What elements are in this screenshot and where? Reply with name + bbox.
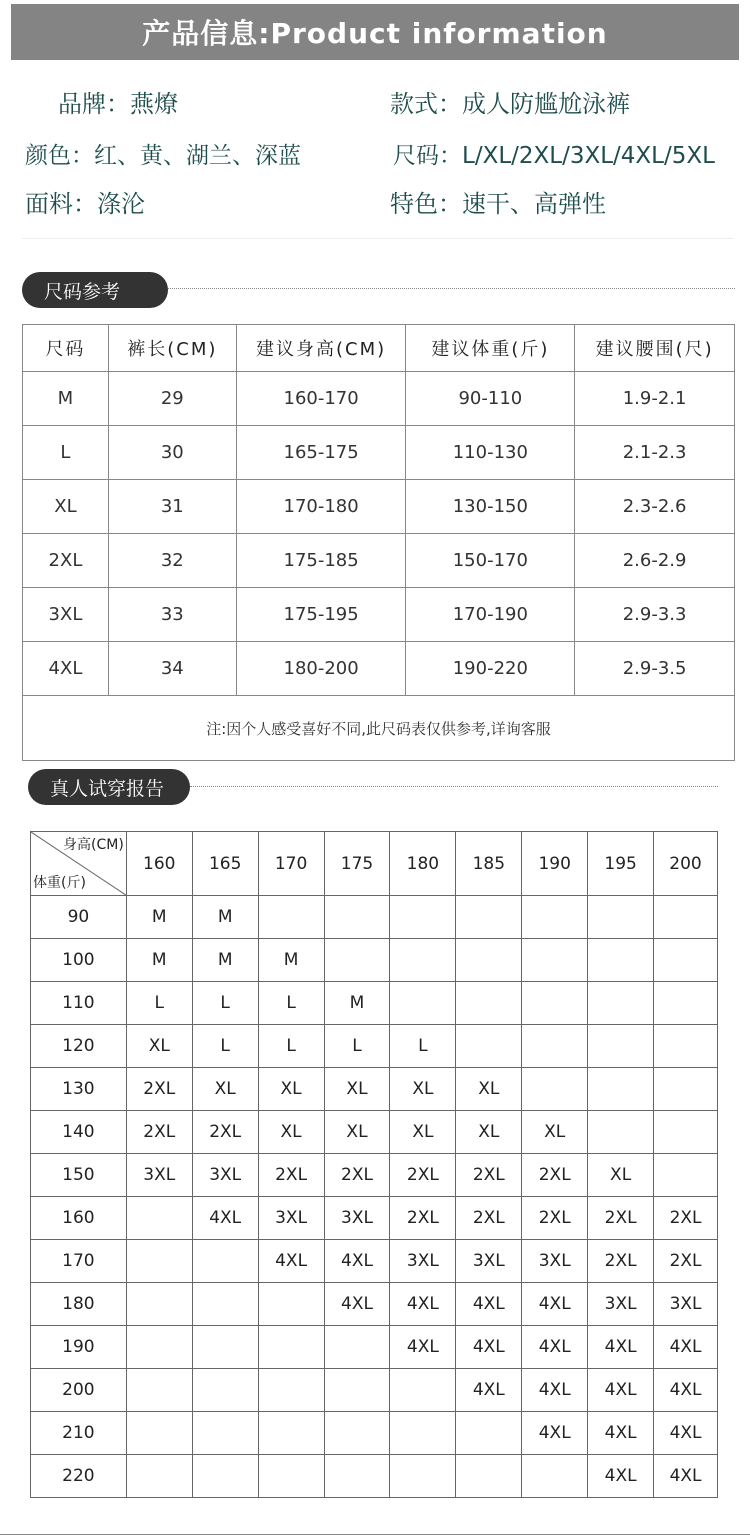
fit-table-height-header: 200 bbox=[654, 832, 718, 896]
fit-table-size-cell: 4XL bbox=[588, 1326, 654, 1369]
size-section-dotted-line bbox=[168, 288, 735, 289]
fit-table-size-cell: 4XL bbox=[522, 1283, 588, 1326]
size-table-cell: 90-110 bbox=[406, 372, 575, 426]
header-title-bar bbox=[11, 4, 739, 60]
fit-table-size-cell: 4XL bbox=[654, 1369, 718, 1412]
size-table-header-cell: 尺码 bbox=[23, 325, 109, 372]
fit-table-size-cell bbox=[588, 1025, 654, 1068]
fit-table-size-cell: L bbox=[390, 1025, 456, 1068]
fit-table-weight-cell: 220 bbox=[31, 1455, 127, 1498]
fit-table-size-cell: 3XL bbox=[258, 1197, 324, 1240]
fit-table-size-cell bbox=[192, 1326, 258, 1369]
size-table-header-cell: 建议腰围(尺) bbox=[575, 325, 735, 372]
fit-table-size-cell: L bbox=[192, 982, 258, 1025]
fit-table-size-cell: XL bbox=[456, 1068, 522, 1111]
size-table-note: 注:因个人感受喜好不同,此尺码表仅供参考,详询客服 bbox=[23, 696, 735, 761]
fit-table-size-cell: M bbox=[126, 896, 192, 939]
fit-table-size-cell: M bbox=[258, 939, 324, 982]
fit-table-size-cell: 3XL bbox=[654, 1283, 718, 1326]
fit-table-weight-cell: 140 bbox=[31, 1111, 127, 1154]
fit-table-header-row bbox=[31, 832, 718, 896]
fit-table-size-cell: 2XL bbox=[390, 1154, 456, 1197]
fit-table-weight-cell: 90 bbox=[31, 896, 127, 939]
fit-table-size-cell: 2XL bbox=[588, 1197, 654, 1240]
size-table-cell: 33 bbox=[108, 588, 236, 642]
fit-corner-height-label: 身高(CM) bbox=[63, 837, 124, 853]
fit-table-size-cell bbox=[654, 896, 718, 939]
fit-table-size-cell: 4XL bbox=[192, 1197, 258, 1240]
fit-table-size-cell: M bbox=[192, 939, 258, 982]
size-table-cell: 170-190 bbox=[406, 588, 575, 642]
fit-table-size-cell: M bbox=[126, 939, 192, 982]
fit-table-size-cell bbox=[258, 1283, 324, 1326]
fit-table-size-cell bbox=[456, 896, 522, 939]
table-row bbox=[23, 588, 735, 642]
fit-table-size-cell: 4XL bbox=[456, 1283, 522, 1326]
fit-table-weight-cell: 200 bbox=[31, 1369, 127, 1412]
table-row bbox=[23, 480, 735, 534]
fit-table-size-cell: 4XL bbox=[456, 1326, 522, 1369]
table-row bbox=[31, 1197, 718, 1240]
fit-table-height-header: 175 bbox=[324, 832, 390, 896]
table-row bbox=[31, 982, 718, 1025]
fit-table-size-cell: 2XL bbox=[456, 1197, 522, 1240]
fit-table-size-cell bbox=[192, 1455, 258, 1498]
fit-table-size-cell: 4XL bbox=[324, 1240, 390, 1283]
table-row bbox=[31, 1240, 718, 1283]
fit-table-size-cell bbox=[654, 939, 718, 982]
size-table-header-row bbox=[23, 325, 735, 372]
fit-table-size-cell: 4XL bbox=[654, 1326, 718, 1369]
size-table-header-cell: 裤长(CM) bbox=[108, 325, 236, 372]
fit-table-size-cell: XL bbox=[126, 1025, 192, 1068]
fit-table-size-cell: XL bbox=[258, 1068, 324, 1111]
fit-table-size-cell: 4XL bbox=[522, 1412, 588, 1455]
fit-table-size-cell bbox=[522, 896, 588, 939]
table-row bbox=[31, 1283, 718, 1326]
section-divider bbox=[22, 238, 734, 239]
fit-table-height-header: 165 bbox=[192, 832, 258, 896]
fit-table-size-cell: 3XL bbox=[126, 1154, 192, 1197]
fit-table-size-cell bbox=[126, 1240, 192, 1283]
table-row bbox=[31, 939, 718, 982]
size-table-cell: XL bbox=[23, 480, 109, 534]
fit-table-size-cell bbox=[654, 982, 718, 1025]
fit-table-size-cell: 4XL bbox=[390, 1283, 456, 1326]
fit-table-size-cell bbox=[654, 1068, 718, 1111]
table-row bbox=[23, 372, 735, 426]
fit-table-size-cell bbox=[126, 1412, 192, 1455]
fit-table-size-cell bbox=[390, 896, 456, 939]
fit-table-size-cell bbox=[654, 1154, 718, 1197]
fit-table-size-cell bbox=[654, 1111, 718, 1154]
fit-table-size-cell bbox=[324, 1412, 390, 1455]
table-row bbox=[31, 1326, 718, 1369]
fit-table-size-cell bbox=[390, 1369, 456, 1412]
table-row bbox=[31, 1369, 718, 1412]
fit-table-size-cell: 2XL bbox=[192, 1111, 258, 1154]
fit-table-size-cell: XL bbox=[324, 1068, 390, 1111]
size-table-cell: 31 bbox=[108, 480, 236, 534]
fit-table-size-cell bbox=[522, 1025, 588, 1068]
fit-table-size-cell: 3XL bbox=[456, 1240, 522, 1283]
fit-table-corner-cell bbox=[31, 832, 127, 896]
fit-table-size-cell bbox=[588, 1068, 654, 1111]
fit-table-size-cell: 4XL bbox=[588, 1455, 654, 1498]
fit-corner-weight-label: 体重(斤) bbox=[33, 875, 86, 891]
fit-table-size-cell bbox=[324, 939, 390, 982]
fit-table-size-cell bbox=[258, 1369, 324, 1412]
fit-table-size-cell: 4XL bbox=[456, 1369, 522, 1412]
size-table-cell: 34 bbox=[108, 642, 236, 696]
info-color: 颜色：红、黄、湖兰、深蓝 bbox=[25, 143, 301, 169]
size-table-cell: 29 bbox=[108, 372, 236, 426]
fit-table-size-cell: 3XL bbox=[324, 1197, 390, 1240]
fit-table-size-cell bbox=[126, 1455, 192, 1498]
fit-table-size-cell: 4XL bbox=[390, 1326, 456, 1369]
fit-table-size-cell bbox=[456, 1412, 522, 1455]
fit-table-size-cell: L bbox=[192, 1025, 258, 1068]
fit-table-size-cell: 4XL bbox=[258, 1240, 324, 1283]
fit-table-size-cell: 2XL bbox=[456, 1154, 522, 1197]
size-table-note-row bbox=[23, 696, 735, 761]
fit-table-size-cell: M bbox=[324, 982, 390, 1025]
size-table-cell: 4XL bbox=[23, 642, 109, 696]
fit-table-weight-cell: 110 bbox=[31, 982, 127, 1025]
size-table-cell: 1.9-2.1 bbox=[575, 372, 735, 426]
fit-section-title-text: 真人试穿报告 bbox=[50, 777, 165, 800]
size-table-cell: 175-195 bbox=[236, 588, 406, 642]
fit-table-weight-cell: 190 bbox=[31, 1326, 127, 1369]
fit-table-weight-cell: 170 bbox=[31, 1240, 127, 1283]
fit-table-size-cell: 2XL bbox=[654, 1240, 718, 1283]
fit-table-size-cell bbox=[390, 1412, 456, 1455]
fit-table-size-cell bbox=[258, 1326, 324, 1369]
size-table-cell: 30 bbox=[108, 426, 236, 480]
size-table-cell: 130-150 bbox=[406, 480, 575, 534]
fit-table-size-cell bbox=[126, 1197, 192, 1240]
info-fabric: 面料：涤沦 bbox=[25, 190, 145, 218]
size-table-cell: 170-180 bbox=[236, 480, 406, 534]
size-table-cell: 175-185 bbox=[236, 534, 406, 588]
fit-section-title bbox=[28, 769, 190, 805]
fit-table-size-cell bbox=[654, 1025, 718, 1068]
fit-table-size-cell: XL bbox=[588, 1154, 654, 1197]
fit-table-size-cell bbox=[192, 1412, 258, 1455]
fit-table-size-cell: 2XL bbox=[588, 1240, 654, 1283]
fit-section-dotted-line bbox=[190, 786, 718, 787]
size-table-cell: 2.1-2.3 bbox=[575, 426, 735, 480]
fit-table-size-cell: 4XL bbox=[654, 1455, 718, 1498]
fit-table-weight-cell: 210 bbox=[31, 1412, 127, 1455]
fit-table-size-cell bbox=[456, 982, 522, 1025]
info-style: 款式：成人防尴尬泳裤 bbox=[390, 90, 630, 118]
table-row bbox=[31, 1412, 718, 1455]
fit-table-size-cell bbox=[258, 1412, 324, 1455]
size-table-cell: 32 bbox=[108, 534, 236, 588]
fit-table-size-cell bbox=[192, 1369, 258, 1412]
fit-table-size-cell bbox=[324, 1326, 390, 1369]
fit-table-size-cell: 4XL bbox=[522, 1326, 588, 1369]
fit-table-height-header: 195 bbox=[588, 832, 654, 896]
size-table-cell: 190-220 bbox=[406, 642, 575, 696]
fit-table-size-cell bbox=[192, 1283, 258, 1326]
fit-table-size-cell: XL bbox=[390, 1111, 456, 1154]
fit-table-size-cell bbox=[324, 896, 390, 939]
header-title: 产品信息:Product information bbox=[142, 17, 608, 50]
fit-table-size-cell bbox=[390, 1455, 456, 1498]
info-brand: 品牌：燕燎 bbox=[58, 90, 178, 118]
size-table-header-cell: 建议体重(斤) bbox=[406, 325, 575, 372]
table-row bbox=[31, 1154, 718, 1197]
fit-table-size-cell bbox=[126, 1369, 192, 1412]
fit-table-size-cell bbox=[522, 1068, 588, 1111]
table-row bbox=[31, 1068, 718, 1111]
fit-table-size-cell bbox=[522, 939, 588, 982]
table-row bbox=[31, 1111, 718, 1154]
fit-table-weight-cell: 180 bbox=[31, 1283, 127, 1326]
table-row bbox=[23, 534, 735, 588]
fit-table-weight-cell: 160 bbox=[31, 1197, 127, 1240]
fit-table-size-cell bbox=[192, 1240, 258, 1283]
fit-table-size-cell: 2XL bbox=[522, 1154, 588, 1197]
size-table-header-cell: 建议身高(CM) bbox=[236, 325, 406, 372]
fit-table-size-cell: XL bbox=[192, 1068, 258, 1111]
size-table-cell: 2.9-3.5 bbox=[575, 642, 735, 696]
fit-table-weight-cell: 120 bbox=[31, 1025, 127, 1068]
size-table-cell: 180-200 bbox=[236, 642, 406, 696]
fit-table-size-cell: XL bbox=[390, 1068, 456, 1111]
size-table-cell: 3XL bbox=[23, 588, 109, 642]
fit-table-size-cell bbox=[126, 1283, 192, 1326]
fit-table-height-header: 185 bbox=[456, 832, 522, 896]
fit-table-size-cell: 4XL bbox=[654, 1412, 718, 1455]
fit-table-size-cell: M bbox=[192, 896, 258, 939]
info-size: 尺码：L/XL/2XL/3XL/4XL/5XL bbox=[393, 143, 715, 169]
fit-table-size-cell bbox=[522, 1455, 588, 1498]
fit-table-height-header: 160 bbox=[126, 832, 192, 896]
fit-table-size-cell: XL bbox=[522, 1111, 588, 1154]
fit-table-size-cell bbox=[126, 1326, 192, 1369]
fit-table-size-cell: 3XL bbox=[192, 1154, 258, 1197]
fit-table-size-cell bbox=[390, 982, 456, 1025]
fit-table-size-cell: XL bbox=[258, 1111, 324, 1154]
fit-table-size-cell bbox=[390, 939, 456, 982]
table-row bbox=[31, 1025, 718, 1068]
size-section-title-text: 尺码参考 bbox=[44, 280, 121, 303]
fit-table-size-cell: L bbox=[258, 1025, 324, 1068]
fit-table-size-cell: 3XL bbox=[588, 1283, 654, 1326]
size-table-cell: 165-175 bbox=[236, 426, 406, 480]
fit-table-height-header: 190 bbox=[522, 832, 588, 896]
fit-table-size-cell bbox=[258, 896, 324, 939]
table-row bbox=[31, 1455, 718, 1498]
fit-table-weight-cell: 100 bbox=[31, 939, 127, 982]
fit-table-size-cell: 3XL bbox=[390, 1240, 456, 1283]
fit-table-size-cell: 2XL bbox=[126, 1068, 192, 1111]
fit-table-size-cell: 2XL bbox=[654, 1197, 718, 1240]
fit-table-size-cell bbox=[456, 939, 522, 982]
fit-table-size-cell: 4XL bbox=[588, 1369, 654, 1412]
fit-table-size-cell: 2XL bbox=[390, 1197, 456, 1240]
fit-table-size-cell: 3XL bbox=[522, 1240, 588, 1283]
fit-table-size-cell: 2XL bbox=[126, 1111, 192, 1154]
size-table-cell: 2XL bbox=[23, 534, 109, 588]
size-table-cell: L bbox=[23, 426, 109, 480]
fit-table-size-cell: XL bbox=[456, 1111, 522, 1154]
fit-table-size-cell bbox=[324, 1455, 390, 1498]
size-table-cell: 150-170 bbox=[406, 534, 575, 588]
fit-table-size-cell: 2XL bbox=[324, 1154, 390, 1197]
fit-table-size-cell: L bbox=[126, 982, 192, 1025]
table-row bbox=[31, 896, 718, 939]
fit-table-size-cell: XL bbox=[324, 1111, 390, 1154]
table-row bbox=[23, 426, 735, 480]
size-table-cell: M bbox=[23, 372, 109, 426]
table-row bbox=[23, 642, 735, 696]
size-section-title bbox=[22, 272, 168, 308]
size-table-cell: 110-130 bbox=[406, 426, 575, 480]
fit-table-size-cell bbox=[456, 1455, 522, 1498]
fit-table-size-cell: 2XL bbox=[258, 1154, 324, 1197]
fit-table-weight-cell: 130 bbox=[31, 1068, 127, 1111]
bottom-border bbox=[0, 1534, 750, 1535]
fit-table-height-header: 180 bbox=[390, 832, 456, 896]
size-reference-table bbox=[22, 324, 735, 761]
fit-table-height-header: 170 bbox=[258, 832, 324, 896]
fit-table-size-cell: 4XL bbox=[324, 1283, 390, 1326]
fit-table-size-cell: 4XL bbox=[588, 1412, 654, 1455]
fit-table-size-cell bbox=[588, 896, 654, 939]
fit-table-size-cell bbox=[522, 982, 588, 1025]
size-table-cell: 160-170 bbox=[236, 372, 406, 426]
fit-table-size-cell bbox=[456, 1025, 522, 1068]
fit-table-size-cell bbox=[258, 1455, 324, 1498]
info-feature: 特色：速干、高弹性 bbox=[390, 190, 606, 218]
fit-table-size-cell bbox=[588, 982, 654, 1025]
fit-table-size-cell: L bbox=[258, 982, 324, 1025]
size-table-cell: 2.3-2.6 bbox=[575, 480, 735, 534]
fit-table-size-cell: 4XL bbox=[522, 1369, 588, 1412]
fit-table-size-cell bbox=[324, 1369, 390, 1412]
fit-table-size-cell bbox=[588, 1111, 654, 1154]
fit-table-size-cell bbox=[588, 939, 654, 982]
fit-table-size-cell: L bbox=[324, 1025, 390, 1068]
fit-table-size-cell: 2XL bbox=[522, 1197, 588, 1240]
fit-table-weight-cell: 150 bbox=[31, 1154, 127, 1197]
size-table-cell: 2.9-3.3 bbox=[575, 588, 735, 642]
fit-report-table bbox=[30, 831, 718, 1498]
size-table-cell: 2.6-2.9 bbox=[575, 534, 735, 588]
